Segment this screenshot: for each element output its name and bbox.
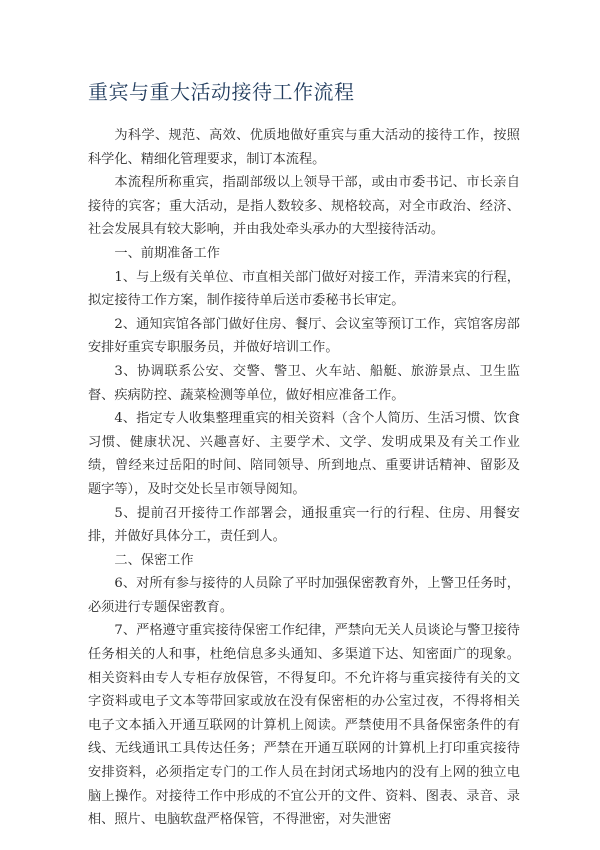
paragraph-intro: 为科学、规范、高效、优质地做好重宾与重大活动的接待工作，按照科学化、精细化管理要求，制订本流程。: [88, 128, 520, 167]
paragraph-item-6: 6、对所有参与接待的人员除了平时加强保密教育外，上警卫任务时，必须进行专题保密教育。: [88, 576, 520, 615]
paragraph-definition: 本流程所称重宾，指副部级以上领导干部，或由市委书记、市长亲自接待的宾客；重大活动，是指人数较多、规格较高，对全市政治、经济、社会发展具有较大影响，并由我处牵头承办的大型接待活动。: [88, 175, 520, 238]
paragraph-item-5: 5、提前召开接待工作部署会，通报重宾一行的行程、住房、用餐安排，并做好具体分工，责任到人。: [88, 505, 520, 545]
paragraph-item-2: 2、通知宾馆各部门做好住房、餐厅、会议室等预订工作，宾馆客房部安排好重宾专职服务员，并做好培训工作。: [88, 316, 520, 356]
paragraph-item-4: 4、指定专人收集整理重宾的相关资料（含个人简历、生活习惯、饮食习惯、健康状况、兴趣喜好、主要学术、文学、发明成果及有关工作业绩，曾经来过岳阳的时间、陪同领导、所到地点、重要讲话精神、留影及题字等），及时交处长呈市领导阅知。: [88, 411, 520, 497]
section-heading-preparation: 一、前期准备工作: [114, 245, 220, 261]
paragraph-item-3: 3、协调联系公安、交警、警卫、火车站、船艇、旅游景点、卫生监督、疾病防控、蔬菜检测等单位，做好相应准备工作。: [88, 363, 520, 403]
document-title: 重宾与重大活动接待工作流程: [88, 80, 355, 104]
document-body: [88, 124, 520, 832]
paragraph-item-1: 1、与上级有关单位、市直相关部门做好对接工作，弄清来宾的行程，拟定接待工作方案，制作接待单后送市委秘书长审定。: [88, 269, 520, 309]
section-heading-confidentiality: 二、保密工作: [114, 552, 194, 568]
paragraph-item-7: 7、严格遵守重宾接待保密工作纪律，严禁向无关人员谈论与警卫接待任务相关的人和事，杜绝信息多头通知、多渠道下达、知密面广的现象。相关资料由专人专柜存放保管，不得复印。不允许将与重宾接待有关的文字资料或电子文本等带回家或放在没有保密柜的办公室过夜，不得将相关电子文本插入开通互联网的计算机上阅读。严禁使用不具备保密条件的有线、无线通讯工具传达任务；严禁在开通互联网的计算机上打印重宾接待安排资料，必须指定专门的工作人员在封闭式场地内的没有上网的独立电脑上操作。对接待工作中形成的不宜公开的文件、资料、图表、录音、录相、照片、电脑软盘严格保管，不得泄密，对失泄密: [88, 623, 520, 828]
